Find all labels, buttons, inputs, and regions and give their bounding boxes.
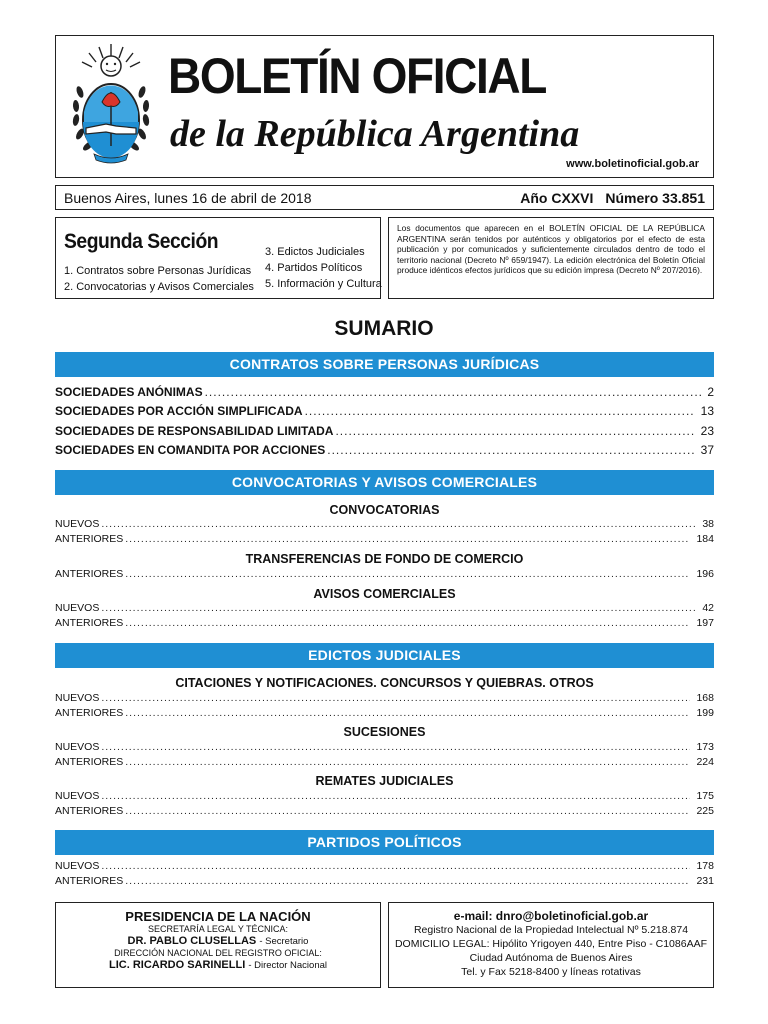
toc-row[interactable] [55, 805, 714, 819]
section-item[interactable]: 4. Partidos Políticos [265, 262, 363, 274]
leader-dots [335, 424, 694, 438]
toc-label: SOCIEDADES EN COMANDITA POR ACCIONES [55, 443, 326, 457]
toc-label: ANTERIORES [55, 875, 124, 887]
toc-label: ANTERIORES [55, 707, 124, 719]
official-role: - Director Nacional [248, 960, 327, 971]
toc-page: 178 [696, 860, 714, 872]
sumario-heading: SUMARIO [334, 317, 434, 340]
leader-dots [125, 617, 690, 629]
toc-row[interactable] [55, 602, 714, 616]
footer-office: DIRECCIÓN NACIONAL DEL REGISTRO OFICIAL: [114, 948, 322, 958]
issue-number: Número 33.851 [605, 190, 705, 206]
toc-label: NUEVOS [55, 602, 100, 614]
issue-date: Buenos Aires, lunes 16 de abril de 2018 [64, 190, 312, 206]
toc-row[interactable] [55, 518, 714, 532]
city: Ciudad Autónoma de Buenos Aires [469, 952, 633, 964]
toc-page: 224 [696, 756, 714, 768]
section-list-left [64, 263, 254, 295]
toc-row[interactable] [55, 790, 714, 804]
toc-page: 173 [696, 741, 714, 753]
publication-title: BOLETÍN OFICIAL [168, 48, 546, 104]
toc-page: 196 [696, 568, 714, 580]
toc-label: ANTERIORES [55, 568, 124, 580]
toc-row[interactable] [55, 617, 714, 631]
legal-address: DOMICILIO LEGAL: Hipólito Yrigoyen 440, Entre Piso - C1086AAF [394, 938, 708, 950]
toc-page: 175 [696, 790, 714, 802]
toc-page: 23 [700, 424, 714, 438]
dateline [55, 185, 714, 210]
footer-official [56, 935, 380, 948]
subheading: CITACIONES Y NOTIFICACIONES. CONCURSOS Y QUIEBRAS. OTROS [175, 676, 594, 690]
website-url[interactable]: www.boletinoficial.gob.ar [566, 158, 699, 170]
subheading: TRANSFERENCIAS DE FONDO DE COMERCIO [245, 552, 524, 566]
footer-title: PRESIDENCIA DE LA NACIÓN [125, 909, 311, 924]
toc-label: ANTERIORES [55, 617, 124, 629]
toc-label: NUEVOS [55, 790, 100, 802]
toc-label: SOCIEDADES DE RESPONSABILIDAD LIMITADA [55, 424, 334, 438]
toc-row[interactable] [55, 443, 714, 459]
leader-dots [125, 756, 690, 768]
toc-row[interactable] [55, 404, 714, 420]
toc-page: 199 [696, 707, 714, 719]
masthead [55, 35, 714, 178]
toc-row[interactable] [55, 860, 714, 874]
toc-page: 231 [696, 875, 714, 887]
leader-dots [125, 533, 690, 545]
registry-number: Registro Nacional de la Propiedad Intelectual Nº 5.218.874 [413, 924, 689, 936]
leader-dots [327, 443, 694, 457]
footer-official [56, 959, 380, 972]
toc-row[interactable] [55, 756, 714, 770]
leader-dots [125, 707, 690, 719]
subheading: SUCESIONES [343, 725, 426, 739]
toc-page: 38 [702, 518, 714, 530]
toc-page: 168 [696, 692, 714, 704]
year-label: Año CXXVI [520, 190, 594, 206]
subheading: AVISOS COMERCIALES [313, 587, 456, 601]
toc-page: 37 [700, 443, 714, 457]
official-role: - Secretario [259, 936, 309, 947]
leader-dots [305, 404, 695, 418]
toc-row[interactable] [55, 875, 714, 889]
leader-dots [101, 790, 690, 802]
footer-office: SECRETARÍA LEGAL Y TÉCNICA: [147, 924, 289, 934]
toc-label: NUEVOS [55, 692, 100, 704]
toc-row[interactable] [55, 568, 714, 582]
section-item[interactable]: 1. Contratos sobre Personas Jurídicas [64, 265, 252, 277]
toc-label: NUEVOS [55, 860, 100, 872]
toc-row[interactable] [55, 424, 714, 440]
section-box [55, 217, 381, 299]
toc-page: 184 [696, 533, 714, 545]
band-convocatorias: CONVOCATORIAS Y AVISOS COMERCIALES [55, 470, 714, 495]
leader-dots [125, 568, 690, 580]
contact-email[interactable]: e-mail: dnro@boletinoficial.gob.ar [453, 909, 649, 923]
leader-dots [101, 741, 690, 753]
band-partidos: PARTIDOS POLÍTICOS [55, 830, 714, 855]
toc-label: NUEVOS [55, 741, 100, 753]
toc-label: ANTERIORES [55, 805, 124, 817]
section-list-right [265, 244, 382, 292]
section-item[interactable]: 3. Edictos Judiciales [265, 246, 365, 258]
band-edictos: EDICTOS JUDICIALES [55, 643, 714, 668]
edition-info [508, 190, 705, 206]
toc-label: NUEVOS [55, 518, 100, 530]
footer-authorities [55, 902, 381, 988]
band-contratos: CONTRATOS SOBRE PERSONAS JURÍDICAS [55, 352, 714, 377]
publication-subtitle: de la República Argentina [170, 113, 580, 155]
toc-page: 225 [696, 805, 714, 817]
toc-row[interactable] [55, 385, 714, 401]
toc-row[interactable] [55, 741, 714, 755]
leader-dots [205, 385, 702, 399]
toc-row[interactable] [55, 707, 714, 721]
toc-label: SOCIEDADES POR ACCIÓN SIMPLIFICADA [55, 404, 303, 418]
section-title: Segunda Sección [64, 230, 219, 253]
subheading: CONVOCATORIAS [329, 503, 440, 517]
official-name: LIC. RICARDO SARINELLI [108, 959, 246, 971]
toc-page: 13 [700, 404, 714, 418]
toc-page: 2 [707, 385, 714, 399]
subheading: REMATES JUDICIALES [315, 774, 454, 788]
official-name: DR. PABLO CLUSELLAS [127, 935, 257, 947]
phone: Tel. y Fax 5218-8400 y líneas rotativas [461, 966, 641, 978]
toc-page: 42 [702, 602, 714, 614]
toc-page: 197 [696, 617, 714, 629]
toc-label: ANTERIORES [55, 756, 124, 768]
toc-label: ANTERIORES [55, 533, 124, 545]
toc-label: SOCIEDADES ANÓNIMAS [55, 385, 203, 399]
argentina-coat-of-arms-icon [66, 42, 156, 170]
toc-row[interactable] [55, 533, 714, 547]
leader-dots [101, 860, 690, 872]
leader-dots [125, 805, 690, 817]
footer-contact [388, 902, 714, 988]
section-item[interactable]: 5. Información y Cultura [265, 278, 382, 290]
section-item[interactable]: 2. Convocatorias y Avisos Comerciales [64, 281, 254, 293]
toc-row[interactable] [55, 692, 714, 706]
leader-dots [125, 875, 690, 887]
legal-notice: Los documentos que aparecen en el BOLETÍN OFICIAL DE LA REPÚBLICA ARGENTINA serán tenidos por auténticos y obligatorios por el efecto de esta publicación y por comunicados y suficientemente circulados dentro de todo el territorio nacional (Decreto Nº 659/1947). La edición electrónica del Boletín Oficial produce idénticos efectos jurídicos que su edición impresa (Decreto Nº 207/2016). [388, 217, 714, 299]
leader-dots [101, 692, 690, 704]
leader-dots [101, 602, 696, 614]
leader-dots [101, 518, 696, 530]
